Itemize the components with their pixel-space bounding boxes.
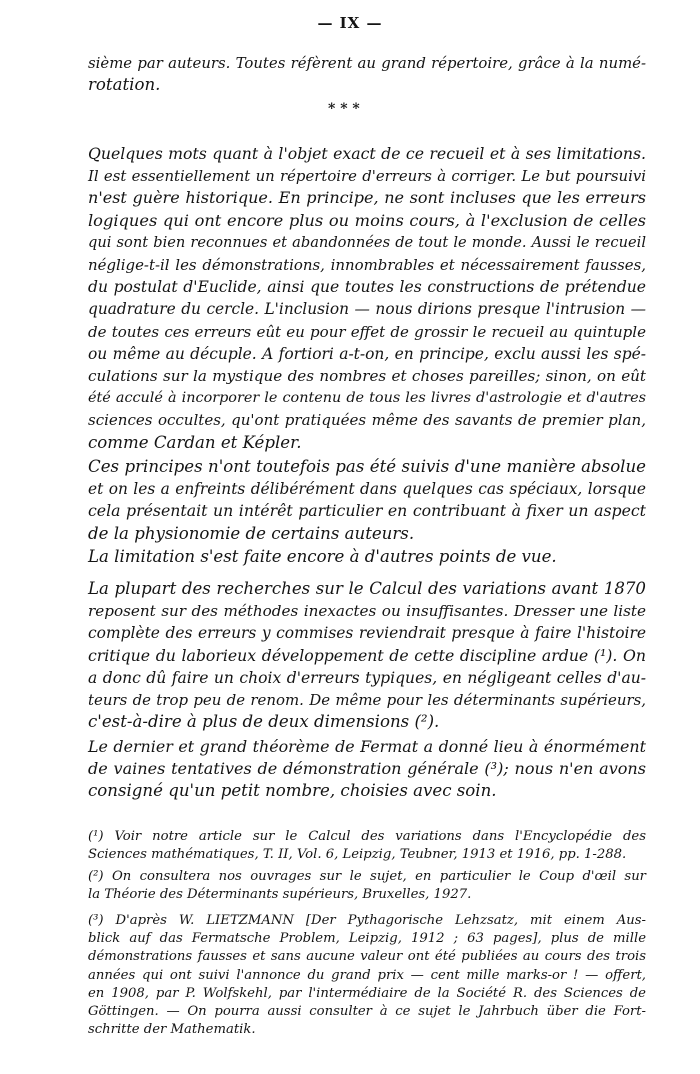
text-line: la Théorie des Déterminants supérieurs, Bruxelles, 1927. [88,887,472,903]
text-line: du postulat d'Euclide, ainsi que toutes les constructions de prétendue [88,278,646,297]
text-line: culations sur la mystique des nombres et choses pareilles; sinon, on eût [88,367,646,386]
text-line: Göttingen. — On pourra aussi consulter à ce sujet le Jahrbuch über die Fort- [88,1004,646,1020]
text-line: ou même au décuple. A fortiori a-t-on, en principe, exclu aussi les spé- [88,344,646,363]
footnote-2 [88,868,646,904]
text-line: Il est essentiellement un répertoire d'erreurs à corriger. Le but poursuivi [88,167,646,186]
text-line: La limitation s'est faite encore à d'autres points de vue. [88,547,557,566]
text-line: teurs de trop peu de renom. De même pour les déterminants supérieurs, [88,691,646,710]
text-line: sciences occultes, qu'ont pratiquées même des savants de premier plan, [88,411,646,430]
intro-paragraph [88,52,646,96]
text-line: blick auf das Fermatsche Problem, Leipzig, 1912 ; 63 pages], plus de mille [88,931,646,947]
text-line: La plupart des recherches sur le Calcul des variations avant 1870 [88,579,646,598]
text-line: de toutes ces erreurs eût eu pour effet de grossir le recueil au quintuple [88,322,646,341]
text-line: et on les a enfreints délibérément dans quelques cas spéciaux, lorsque [88,480,646,499]
text-line: c'est-à-dire à plus de deux dimensions (²). [88,712,440,732]
text-line: rotation. [88,75,161,95]
text-line: Le dernier et grand théorème de Fermat a donné lieu à énormément [88,737,646,756]
paragraph-calcul-variations [88,578,646,733]
text-line: de la physionomie de certains auteurs. [88,523,415,543]
text-line: (³) D'après W. LIETZMANN [Der Pythagorische Lehzsatz, mit einem Aus- [88,913,646,928]
text-line: (²) On consultera nos ouvrages sur le sujet, en particulier le Coup d'œil sur [88,869,646,884]
text-line: consigné qu'un petit nombre, choisies avec soin. [88,781,497,801]
text-line: sième par auteurs. Toutes réfèrent au grand répertoire, grâce à la numé- [88,54,646,72]
text-line: en 1908, par P. Wolfskehl, par l'intermédiaire de la Société R. des Sciences de [88,985,646,1001]
paragraph-limitations [88,143,646,454]
footnote-3 [88,912,646,1039]
text-line: démonstrations fausses et sans aucune valeur ont été publiées au cours des trois [88,949,646,965]
page-number: — IX — [317,14,383,32]
paragraph-limitation [88,546,646,568]
text-line: Sciences mathématiques, T. II, Vol. 6, Leipzig, Teubner, 1913 et 1916, pp. 1-288. [88,847,627,863]
text-line: a donc dû faire un choix d'erreurs typiques, en négligeant celles d'au- [88,668,646,687]
text-line: cela présentait un intérêt particulier en contribuant à fixer un aspect [88,501,646,521]
text-line: logiques qui ont encore plus ou moins cours, à l'exclusion de celles [88,210,646,230]
text-line: complète des erreurs y commises reviendrait presque à faire l'histoire [88,624,646,643]
text-line: années qui ont suivi l'annonce du grand prix — cent mille marks-or ! — offert, [88,967,646,983]
text-line: été acculé à incorporer le contenu de tous les livres d'astrologie et d'autres [88,390,646,407]
text-line: de vaines tentatives de démonstration générale (³); nous n'en avons [88,759,646,779]
text-line: qui sont bien reconnues et abandonnées de tout le monde. Aussi le recueil [88,233,646,251]
footnote-1 [88,828,646,864]
paragraph-principes [88,456,646,545]
text-line: Quelques mots quant à l'objet exact de ce recueil et à ses limitations. [88,144,646,163]
text-line: quadrature du cercle. L'inclusion — nous dirions presque l'intrusion — [88,300,646,319]
text-line: Ces principes n'ont toutefois pas été suivis d'une manière absolue [88,457,646,476]
section-separator: * * * [328,101,360,117]
text-line: (¹) Voir notre article sur le Calcul des variations dans l'Encyclopédie des [88,829,646,844]
text-line: schritte der Mathematik. [88,1022,256,1038]
text-line: critique du laborieux développement de cette discipline ardue (¹). On [88,645,646,665]
text-line: reposent sur des méthodes inexactes ou insuffisantes. Dresser une liste [88,602,646,621]
paragraph-fermat [88,736,646,803]
text-line: néglige-t-il les démonstrations, innombrables et nécessairement fausses, [88,256,646,275]
text-line: comme Cardan et Képler. [88,432,302,452]
text-line: n'est guère historique. En principe, ne sont incluses que les erreurs [88,188,646,208]
